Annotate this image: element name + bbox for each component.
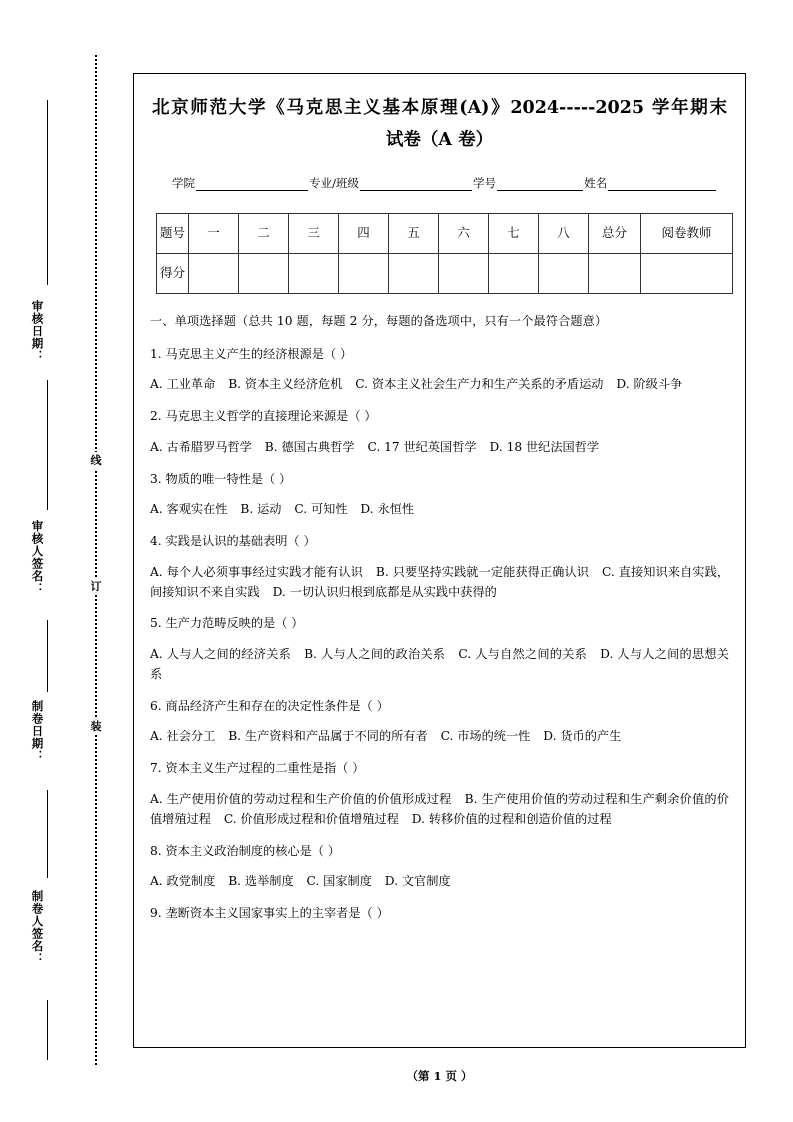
option-c[interactable]: C. 价值形成过程和价值增殖过程 <box>223 811 399 826</box>
col-header-3: 三 <box>289 213 339 253</box>
option-c[interactable]: C. 可知性 <box>294 502 348 517</box>
col-header-total: 总分 <box>589 213 641 253</box>
major-class-label: 专业/班级 <box>309 175 359 190</box>
producer-signature-label: 制卷人签名： <box>30 890 45 965</box>
row-header-question-no <box>157 213 189 253</box>
option-b[interactable]: B. 只要坚持实践就一定能获得正确认识 <box>375 564 589 579</box>
question-stem: 5. 生产力范畴反映的是（ ） <box>150 616 304 631</box>
score-cell-6[interactable] <box>439 253 489 293</box>
row-header-score <box>157 253 189 293</box>
col-header-4: 四 <box>339 213 389 253</box>
score-cell-2[interactable] <box>239 253 289 293</box>
col-header-6: 六 <box>439 213 489 253</box>
table-row-scores <box>157 253 733 293</box>
margin-rule <box>47 380 48 510</box>
option-a[interactable]: A. 政党制度 <box>150 874 216 889</box>
option-d[interactable]: D. 永恒性 <box>360 502 415 517</box>
option-b[interactable]: B. 生产资料和产品属于不同的所有者 <box>228 729 428 744</box>
margin-rule <box>47 100 48 285</box>
student-id-label: 学号 <box>473 175 497 190</box>
row-header-score-text: 得分 <box>159 265 185 281</box>
produce-date-label: 制卷日期： <box>30 700 45 763</box>
score-cell-3[interactable] <box>289 253 339 293</box>
option-b[interactable]: B. 选举制度 <box>228 874 294 889</box>
section-heading: 一、单项选择题（总共 10 题，每题 2 分，每题的备选项中，只有一个最符合题意） <box>150 313 608 328</box>
option-c[interactable]: C. 国家制度 <box>306 874 372 889</box>
question-options <box>150 790 729 830</box>
option-d[interactable]: D. 货币的产生 <box>543 729 622 744</box>
question-stem: 7. 资本主义生产过程的二重性是指（ ） <box>150 761 365 776</box>
margin-rule <box>47 790 48 878</box>
name-input[interactable] <box>608 178 716 191</box>
option-a[interactable]: A. 客观实在性 <box>150 502 228 517</box>
question-options <box>150 500 729 520</box>
student-info-row <box>172 175 717 191</box>
binding-fold-line <box>95 55 97 1065</box>
option-b[interactable]: B. 德国古典哲学 <box>264 439 355 454</box>
question-options <box>150 872 729 892</box>
option-a[interactable]: A. 人与人之间的经济关系 <box>150 647 291 662</box>
left-margin-annotations <box>0 0 133 1122</box>
margin-rule <box>47 1000 48 1060</box>
exam-sheet <box>133 73 746 1048</box>
question-options <box>150 645 729 685</box>
reviewer-signature-label: 审核人签名： <box>30 520 45 595</box>
option-d[interactable]: D. 一切认识归根到底都是从实践中获得的 <box>272 584 497 599</box>
score-cell-total[interactable] <box>589 253 641 293</box>
option-d[interactable]: D. 18 世纪法国哲学 <box>489 439 600 454</box>
score-cell-teacher[interactable] <box>641 253 733 293</box>
col-header-7: 七 <box>489 213 539 253</box>
option-a[interactable]: A. 工业革命 <box>150 377 216 392</box>
row-header-question-no-text: 题号 <box>159 225 185 241</box>
score-table-wrapper <box>156 213 723 294</box>
page-footer: （第 1 页 ） <box>406 1069 473 1083</box>
option-c[interactable]: C. 人与自然之间的关系 <box>458 647 587 662</box>
col-header-1: 一 <box>189 213 239 253</box>
option-a[interactable]: A. 古希腊罗马哲学 <box>150 439 252 454</box>
option-a[interactable]: A. 社会分工 <box>150 729 216 744</box>
question-stem: 9. 垄断资本主义国家事实上的主宰者是（ ） <box>150 906 389 921</box>
option-a[interactable]: A. 生产使用价值的劳动过程和生产价值的价值形成过程 <box>150 792 452 806</box>
col-header-5: 五 <box>389 213 439 253</box>
option-b[interactable]: B. 生产使用价值的劳动过程和生产剩余价值的价值增殖过程 <box>150 792 729 826</box>
fold-char-ding: 订 <box>84 578 108 595</box>
question-stem: 6. 商品经济产生和存在的决定性条件是（ ） <box>150 698 389 713</box>
score-cell-7[interactable] <box>489 253 539 293</box>
questions-body <box>150 312 729 924</box>
title-line-1: 北京师范大学《马克思主义基本原理(A)》2024-----2025 学年期末 <box>152 98 727 118</box>
question-stem: 4. 实践是认识的基础表明（ ） <box>150 534 316 549</box>
question-options <box>150 438 729 458</box>
question-stem: 3. 物质的唯一特性是（ ） <box>150 471 292 486</box>
option-b[interactable]: B. 运动 <box>240 502 282 517</box>
score-cell-5[interactable] <box>389 253 439 293</box>
fold-char-xian: 线 <box>84 452 108 469</box>
score-cell-8[interactable] <box>539 253 589 293</box>
option-c[interactable]: C. 资本主义社会生产力和生产关系的矛盾运动 <box>355 377 604 392</box>
score-cell-1[interactable] <box>189 253 239 293</box>
option-c[interactable]: C. 17 世纪英国哲学 <box>367 439 477 454</box>
option-c[interactable]: C. 市场的统一性 <box>440 729 531 744</box>
question-options <box>150 563 729 603</box>
question-stem: 8. 资本主义政治制度的核心是（ ） <box>150 843 341 858</box>
table-row-question-numbers <box>157 213 733 253</box>
option-b[interactable]: B. 人与人之间的政治关系 <box>304 647 446 662</box>
option-d[interactable]: D. 转移价值的过程和创造价值的过程 <box>411 811 612 826</box>
question-options <box>150 375 729 395</box>
margin-rule <box>47 620 48 692</box>
review-date-label: 审核日期： <box>30 300 45 363</box>
col-header-8: 八 <box>539 213 589 253</box>
title-line-2: 试卷（A 卷） <box>385 130 494 151</box>
question-options <box>150 727 729 747</box>
score-table <box>156 213 733 294</box>
major-class-input[interactable] <box>360 178 472 191</box>
fold-char-zhuang: 装 <box>84 718 108 735</box>
col-header-2: 二 <box>239 213 289 253</box>
option-d[interactable]: D. 阶级斗争 <box>616 377 683 392</box>
college-label: 学院 <box>172 175 195 190</box>
option-c[interactable]: C. 直接知识来自实践，间接知识不来自实践 <box>150 564 730 599</box>
college-input[interactable] <box>196 178 308 191</box>
question-stem: 1. 马克思主义产生的经济根源是（ ） <box>150 346 353 361</box>
name-label: 姓名 <box>584 175 608 190</box>
col-header-grading-teacher: 阅卷教师 <box>641 213 733 253</box>
option-d[interactable]: D. 文官制度 <box>384 874 451 889</box>
score-cell-4[interactable] <box>339 253 389 293</box>
option-d[interactable]: D. 人与人之间的思想关系 <box>150 647 729 681</box>
page-title <box>152 92 727 157</box>
option-b[interactable]: B. 资本主义经济危机 <box>228 377 343 392</box>
question-stem: 2. 马克思主义哲学的直接理论来源是（ ） <box>150 409 377 424</box>
option-a[interactable]: A. 每个人必须事事经过实践才能有认识 <box>150 564 363 579</box>
student-id-input[interactable] <box>497 178 583 191</box>
